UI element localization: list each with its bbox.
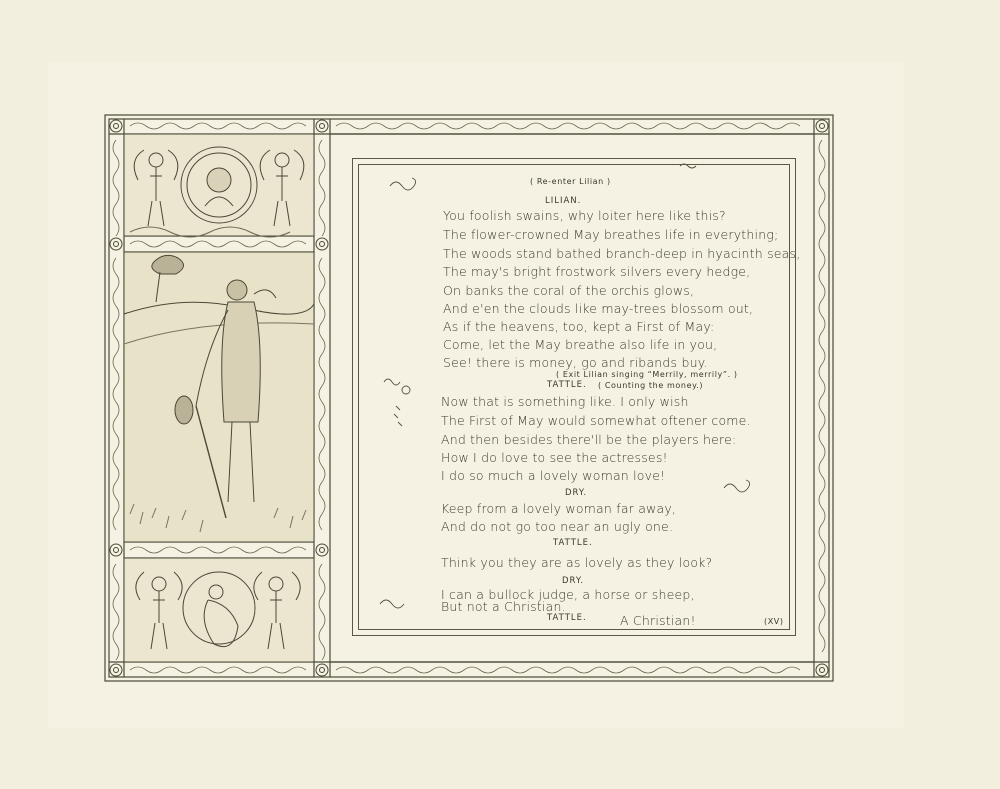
lilian-line: As if the heavens, too, kept a First of May:	[443, 319, 715, 334]
lilian-line: And e'en the clouds like may-trees blossom out,	[443, 301, 754, 316]
lilian-line: The may's bright frostwork silvers every hedge,	[443, 264, 751, 279]
top-cherub-panel	[124, 134, 314, 237]
lilian-line: The woods stand bathed branch-deep in hyacinth seas,	[443, 246, 801, 261]
stage-direction-exit: ( Exit Lilian singing “Merrily, merrily”. )	[556, 370, 738, 379]
page-number: (XV)	[764, 617, 784, 626]
tattle-line: How I do love to see the actresses!	[441, 450, 668, 465]
shepherd-illustration	[124, 252, 314, 542]
lilian-line: Come, let the May breathe also life in you,	[443, 337, 718, 352]
final-line: A Christian!	[620, 613, 696, 628]
speaker-dry: DRY.	[565, 488, 588, 498]
bottom-cherub-panel	[124, 558, 314, 662]
tattle-line: I do so much a lovely woman love!	[441, 468, 666, 483]
tattle-line: And then besides there'll be the players here:	[441, 432, 737, 447]
tattle-line: Now that is something like. I only wish	[441, 394, 689, 409]
dry-line: And do not go too near an ugly one.	[441, 519, 674, 534]
dry-line: Keep from a lovely woman far away,	[441, 501, 677, 516]
tattle-line: The First of May would somewhat oftener come.	[441, 413, 751, 428]
speaker-dry: DRY.	[562, 576, 585, 586]
lilian-line: See! there is money, go and ribands buy.	[443, 355, 708, 370]
lilian-line: The flower-crowned May breathes life in everything;	[443, 227, 779, 242]
tattle-line: Think you they are as lovely as they look?	[441, 555, 713, 570]
speaker-tattle: TATTLE.	[547, 380, 587, 390]
dry-line: But not a Christian.	[441, 599, 566, 614]
speaker-tattle: TATTLE.	[553, 538, 593, 548]
speaker-tattle: TATTLE.	[547, 613, 587, 623]
lilian-line: On banks the coral of the orchis glows,	[443, 283, 695, 298]
dry-line: I can a bullock judge, a horse or sheep,	[441, 587, 695, 602]
lilian-line: You foolish swains, why loiter here like this?	[443, 208, 726, 223]
stage-direction-counting: ( Counting the money.)	[598, 381, 704, 390]
speaker-lilian: LILIAN.	[545, 196, 582, 206]
stage-direction-reenter: ( Re-enter Lilian )	[530, 177, 611, 186]
